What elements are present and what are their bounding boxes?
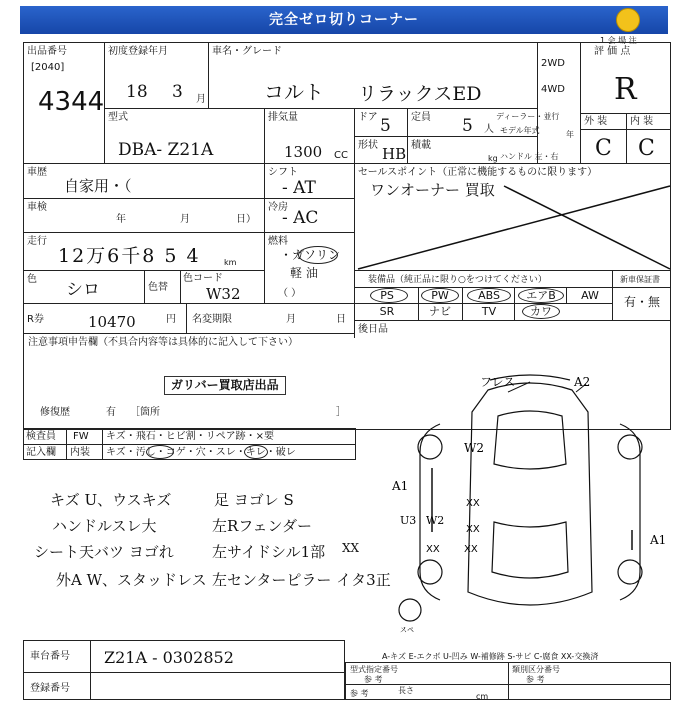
color-value: シロ	[66, 280, 100, 300]
color-label: 色	[27, 274, 37, 285]
diagram-label-4: A1	[392, 479, 409, 493]
remark-right-1: 足 ヨゴレ S	[214, 491, 294, 509]
interior-label: 内 装	[630, 116, 654, 127]
model-year-unit: 年	[566, 130, 574, 139]
displacement-label: 排気量	[268, 112, 298, 123]
scuff-circle-mark	[244, 445, 268, 459]
first-reg-label: 初度登録年月	[108, 46, 168, 57]
car-grade: リラックスED	[358, 83, 482, 105]
history-label: 車歴	[27, 167, 47, 178]
recycle-label: R券	[27, 314, 44, 325]
fuel-label: 燃料	[268, 236, 288, 247]
diagram-label-1: フレス	[480, 375, 516, 389]
capacity-label: 定員	[411, 112, 431, 123]
lot-code: [2040]	[31, 62, 65, 73]
handle-label: ハンドル 左・右	[500, 152, 559, 161]
displacement-unit: CC	[334, 150, 348, 161]
airbag-circle-mark	[518, 288, 564, 303]
recycle-unit: 円	[166, 314, 176, 325]
remark-3: シート天バツ ヨゴれ	[34, 543, 174, 561]
title-text: 完全ゼロ切りコーナー	[269, 12, 419, 28]
remark-xx: XX	[342, 541, 360, 555]
diagram-label-3: W2	[464, 441, 484, 455]
inspection-label: 車検	[27, 202, 47, 213]
diagram-label-6: XX	[466, 524, 480, 535]
inspector-fw: FW	[73, 431, 89, 442]
mascot-right-icon	[616, 8, 640, 32]
color-code-label: 色コード	[183, 273, 223, 284]
doors-label: ドア	[358, 112, 378, 123]
load-unit: kg	[488, 154, 498, 163]
aircon-value: - AC	[282, 208, 319, 228]
reg-expiry-label: 名変期限	[192, 314, 232, 325]
car-diagram	[380, 372, 680, 642]
repair-close: ］	[336, 407, 346, 418]
model-label: 型式	[108, 112, 128, 123]
fuel-diesel: 軽 油	[290, 266, 318, 280]
fuel-gasoline: ・ガソリン	[280, 248, 341, 262]
lot-number: 4344	[38, 87, 105, 117]
shape-label: 形状	[358, 140, 378, 151]
inspector-label: 検査員	[26, 431, 56, 442]
type-designation-ref: 参 考	[364, 675, 383, 684]
repair-value: 有	[106, 407, 116, 418]
ref-label: 参 考	[350, 689, 369, 698]
chassis-value: Z21A - 0302852	[104, 648, 234, 667]
first-reg-month: 3	[172, 82, 183, 102]
equipment-label: 装備品（純正品に限り○をつけてください）	[368, 275, 547, 285]
equipment-navi: ナビ	[429, 305, 451, 318]
diagram-label-5: XX	[466, 498, 480, 509]
first-reg-year: 18	[126, 82, 148, 102]
length-unit: cm	[476, 692, 489, 701]
diagram-label-8: W2	[426, 514, 445, 527]
doors-value: 5	[380, 116, 391, 136]
diagram-label-9: XX	[426, 544, 440, 555]
equipment-abs: ABS	[478, 289, 500, 302]
mileage-value: 12万6千8 5 4	[58, 245, 201, 267]
registration-label: 登録番号	[30, 683, 70, 694]
page-title	[20, 6, 668, 34]
drive-2wd: 2WD	[541, 58, 565, 69]
entry-label: 記入欄	[26, 447, 56, 458]
leather-circle-mark	[522, 304, 560, 319]
abs-circle-mark	[467, 288, 511, 303]
model-value: DBA- Z21A	[118, 140, 214, 160]
ps-circle-mark	[370, 288, 408, 303]
fuel-other: （ ）	[278, 288, 302, 299]
reg-expiry-day: 日	[336, 314, 346, 325]
remark-1: キズ U、ウスキズ	[50, 491, 172, 509]
reg-expiry-month: 月	[286, 314, 296, 325]
length-label: 長さ	[398, 686, 414, 695]
sales-point-label: セールスポイント（正常に機能するものに限ります）	[358, 167, 598, 178]
equipment-sr: SR	[379, 305, 395, 318]
inspector-items: キズ・飛石・ヒビ割・リペア跡・×要	[106, 431, 274, 442]
diagram-label-2: A2	[574, 375, 591, 389]
diagram-label-11: A1	[650, 533, 667, 547]
equipment-tv: TV	[481, 305, 497, 318]
remark-right-4: 左センターピラー イタ3正	[212, 571, 391, 589]
sales-point-note: ワンオーナー 買取	[370, 181, 495, 199]
capacity-value: 5	[462, 116, 473, 136]
rating-value: R	[614, 72, 637, 107]
diagram-label-7: U3	[400, 514, 417, 527]
notes-label: 注意事項申告欄（不具合内容等は具体的に記入して下さい）	[28, 337, 298, 348]
color-code-value: W32	[206, 285, 241, 303]
remark-4: 外A W、スタッドレス	[56, 571, 207, 589]
warranty-value: 有・無	[624, 295, 661, 309]
category-number-label: 類別区分番号	[512, 665, 560, 674]
equipment-airbag: エアB	[526, 289, 556, 302]
mileage-label: 走行	[27, 236, 47, 247]
color-change-label: 色替	[148, 282, 168, 293]
pw-circle-mark	[421, 288, 459, 303]
entry-interior: 内装	[70, 447, 90, 458]
type-designation-label: 型式指定番号	[350, 665, 398, 674]
capacity-unit: 人	[484, 124, 494, 135]
mileage-unit: km	[224, 258, 237, 267]
displacement-value: 1300	[284, 143, 323, 161]
exterior-label: 外 装	[584, 116, 608, 127]
equipment-pw: PW	[431, 289, 449, 302]
remark-right-3: 左サイドシル1部	[212, 543, 326, 561]
remark-2: ハンドルスレ大	[52, 517, 157, 535]
fuel-circle-mark	[298, 246, 338, 264]
model-year-label: モデル年式	[500, 126, 540, 135]
interior-rating: C	[638, 136, 655, 161]
first-reg-month-unit: 月	[196, 94, 206, 105]
repair-parts: ［箇所	[130, 407, 160, 418]
exterior-rating: C	[595, 136, 612, 161]
load-label: 積載	[411, 140, 431, 151]
shift-label: シフト	[268, 167, 298, 178]
shift-value: - AT	[282, 178, 316, 198]
notes-stamp-text: ガリバー買取店出品	[171, 378, 279, 392]
drive-4wd: 4WD	[541, 84, 565, 95]
equipment-ps: PS	[380, 289, 394, 302]
top-right-note: 1 会 場 注	[600, 36, 637, 45]
history-value: 自家用・（	[64, 177, 132, 195]
shape-value: HB	[382, 145, 407, 163]
dealer-label: ディーラー・並行	[496, 112, 560, 121]
inspection-year: 年	[116, 214, 126, 225]
inspection-month: 月	[180, 214, 190, 225]
diagram-label-10: XX	[464, 544, 478, 555]
inspection-closing: 日）	[236, 214, 256, 225]
remark-right-2: 左Rフェンダー	[212, 517, 312, 535]
car-name: コルト	[264, 80, 324, 104]
stain-circle-mark	[146, 445, 174, 459]
damage-legend: A-キズ E-エクボ U-凹み W-補修跡 S-サビ C-腐食 XX-交換済	[382, 652, 599, 661]
lot-label: 出品番号	[27, 46, 67, 57]
repair-label: 修復歴	[40, 407, 70, 418]
notes-stamp	[164, 376, 286, 395]
chassis-label: 車台番号	[30, 651, 70, 662]
warranty-label: 新車保証書	[620, 275, 660, 284]
equipment-leather: カワ	[530, 305, 552, 318]
category-number-ref: 参 考	[526, 675, 545, 684]
sales-point-cross-out	[354, 183, 671, 270]
recycle-amount: 10470	[88, 313, 136, 331]
equipment-aw: AW	[581, 289, 599, 302]
car-label: 車名・グレード	[212, 46, 282, 57]
rating-label: 評 価 点	[594, 46, 631, 57]
diagram-label-12: スペ	[400, 626, 414, 634]
aircon-label: 冷房	[268, 202, 288, 213]
entry-items: キズ・汚し・コゲ・穴・スレ・キレ・破レ	[106, 447, 296, 458]
rear-seat-label: 後日品	[358, 324, 388, 335]
